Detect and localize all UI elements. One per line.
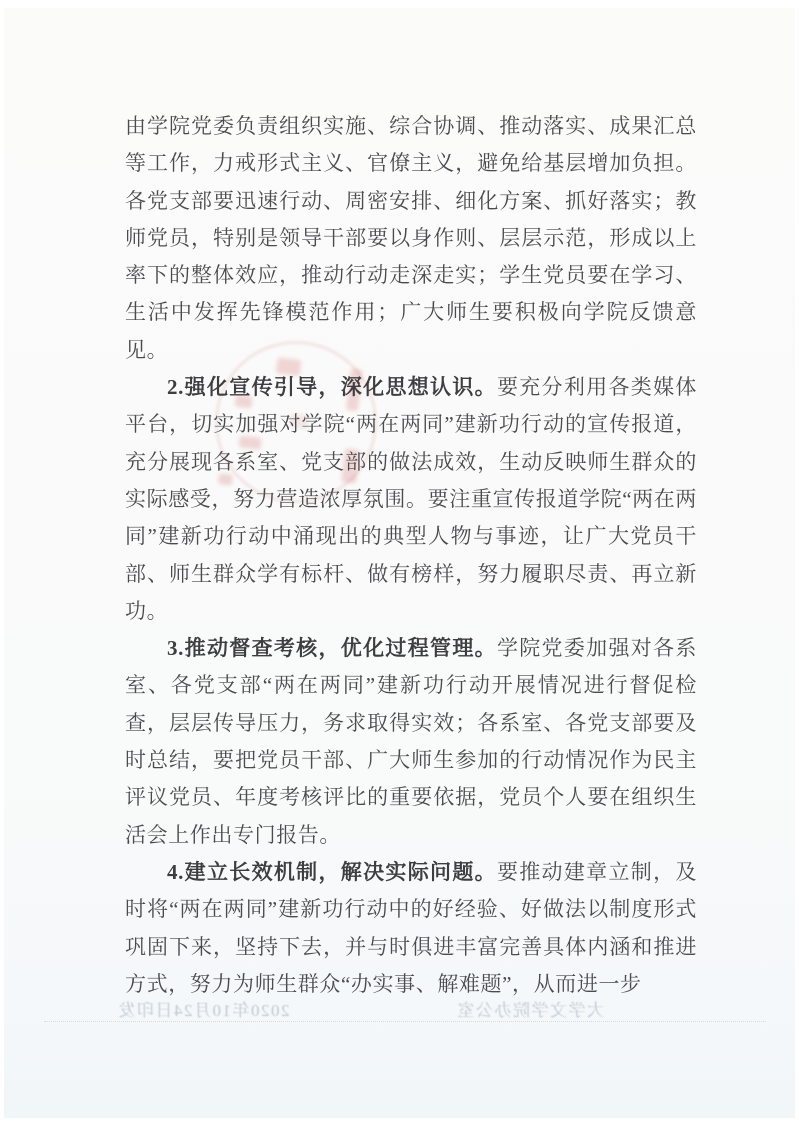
paragraph-text: 由学院党委负责组织实施、综合协调、推动落实、成果汇总等工作，力戒形式主义、官僚主义，避免给基层增加负担。各党支部要迅速行动、周密安排、细化方案、抓好落实；教师党员，特别是领导干部要以身作则、层层示范，形成以上率下的整体效应，推动行动走深走实；学生党员要在学习、生活中发挥先锋模范作用；广大师生要积极向学院反馈意见。: [125, 114, 697, 362]
paragraph-lead-bold: 3.推动督查考核，优化过程管理。: [167, 636, 497, 661]
paragraph-lead-bold: 2.强化宣传引导，深化思想认识。: [167, 375, 497, 400]
bleedthrough-print-date: 2020年10月24日印发: [117, 1001, 290, 1020]
document-body-text: [125, 108, 697, 1003]
paragraph: [125, 369, 697, 630]
paragraph: [125, 630, 697, 854]
paragraph-text: 学院党委加强对各系室、各党支部“两在两同”建新功行动开展情况进行督促检查，层层传导压力，务求取得实效；各系室、各党支部要及时总结，要把党员干部、广大师生参加的行动情况作为民主评议党员、年度考核评比的重要依据，党员个人要在组织生活会上作出专门报告。: [125, 636, 697, 847]
paper-sheet: [4, 8, 795, 1118]
bleedthrough-office-name: 大学文学院办公室: [456, 1001, 604, 1020]
paragraph-text: 要充分利用各类媒体平台，切实加强对学院“两在两同”建新功行动的宣传报道，充分展现各系室、党支部的做法成效，生动反映师生群众的实际感受，努力营造浓厚氛围。要注重宣传报道学院“两在两同”建新功行动中涌现出的典型人物与事迹，让广大党员干部、师生群众学有标杆、做有榜样，努力履职尽责、再立新功。: [125, 375, 697, 623]
paragraph: [125, 854, 697, 1003]
paragraph: [125, 108, 697, 369]
paragraph-text: 要推动建章立制，及时将“两在两同”建新功行动中的好经验、好做法以制度形式巩固下来，坚持下去，并与时俱进丰富完善具体内涵和推进方式，努力为师生群众“办实事、解难题”，从而进一步: [125, 859, 697, 996]
paragraph-lead-bold: 4.建立长效机制，解决实际问题。: [167, 859, 497, 884]
bleedthrough-divider-line: [44, 1021, 766, 1022]
